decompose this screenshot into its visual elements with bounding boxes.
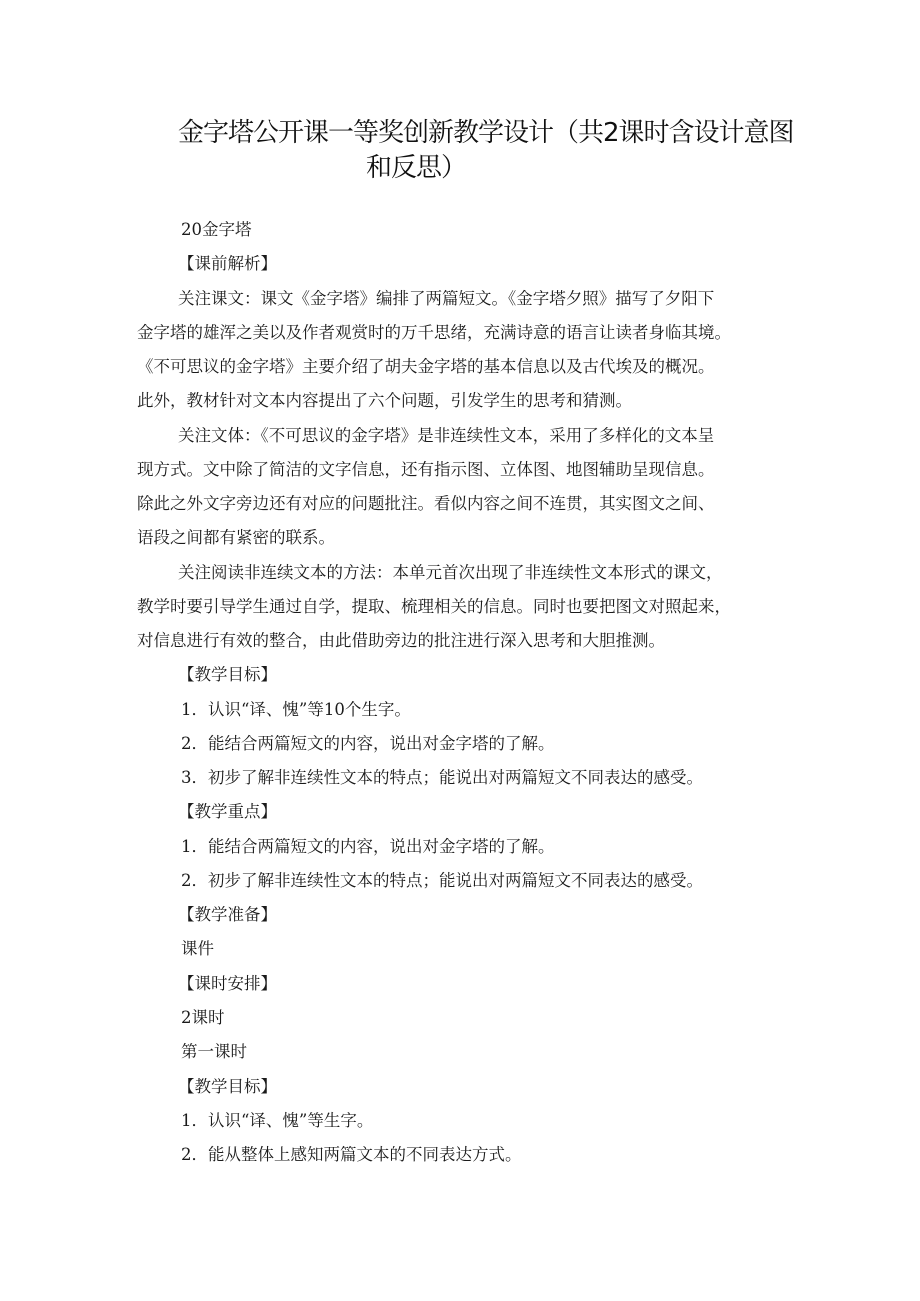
preparation-text: 课件 [181,939,214,958]
list-item: 1．认识“译、愧”等生字。 [181,1111,374,1130]
paragraph-line: 教学时要引导学生通过自学，提取、梳理相关的信息。同时也要把图文对照起来， [137,597,731,616]
paragraph-line: 现方式。文中除了简洁的文字信息，还有指示图、立体图、地图辅助呈现信息。 [137,460,715,479]
paragraph-line: 金字塔的雄浑之美以及作者观赏时的万千思绪，充满诗意的语言让读者身临其境。 [137,323,731,342]
section-heading-preparation: 【教学准备】 [178,905,277,924]
first-lesson-heading: 第一课时 [181,1042,247,1061]
paragraph-line: 关注阅读非连续文本的方法：本单元首次出现了非连续性文本形式的课文， [178,563,723,582]
document-title-line-2: 和反思） [366,153,467,183]
paragraph-line: 除此之外文字旁边还有对应的问题批注。看似内容之间不连贯，其实图文之间、 [137,494,715,513]
paragraph-line: 对信息进行有效的整合，由此借助旁边的批注进行深入思考和大胆推测。 [137,631,665,650]
paragraph-line: 关注文体：《不可思议的金字塔》是非连续性文本，采用了多样化的文本呈 [178,426,715,445]
list-item: 2．能从整体上感知两篇文本的不同表达方式。 [181,1145,522,1164]
paragraph-line: 此外，教材针对文本内容提出了六个问题，引发学生的思考和猜测。 [137,391,632,410]
paragraph-line: 关注课文：课文《金字塔》编排了两篇短文。《金字塔夕照》描写了夕阳下 [178,289,715,308]
list-item: 2．初步了解非连续性文本的特点；能说出对两篇短文不同表达的感受。 [181,871,703,890]
list-item: 1．能结合两篇短文的内容，说出对金字塔的了解。 [181,837,555,856]
document-title-line-1: 金字塔公开课一等奖创新教学设计（共2课时含设计意图 [178,118,794,148]
section-heading-key-points: 【教学重点】 [178,802,277,821]
paragraph-line: 语段之间都有紧密的联系。 [137,528,335,547]
section-heading-goals: 【教学目标】 [178,665,277,684]
section-heading-pre-analysis: 【课前解析】 [178,254,277,273]
schedule-text: 2课时 [181,1008,225,1027]
section-heading-schedule: 【课时安排】 [178,974,277,993]
paragraph-line: 《不可思议的金字塔》主要介绍了胡夫金字塔的基本信息以及古代埃及的概况。 [137,357,715,376]
section-heading-goals-lesson-1: 【教学目标】 [178,1077,277,1096]
list-item: 1．认识“译、愧”等10个生字。 [181,700,411,719]
lesson-title: 20金字塔 [181,220,252,239]
list-item: 3．初步了解非连续性文本的特点；能说出对两篇短文不同表达的感受。 [181,768,703,787]
list-item: 2．能结合两篇短文的内容，说出对金字塔的了解。 [181,734,555,753]
